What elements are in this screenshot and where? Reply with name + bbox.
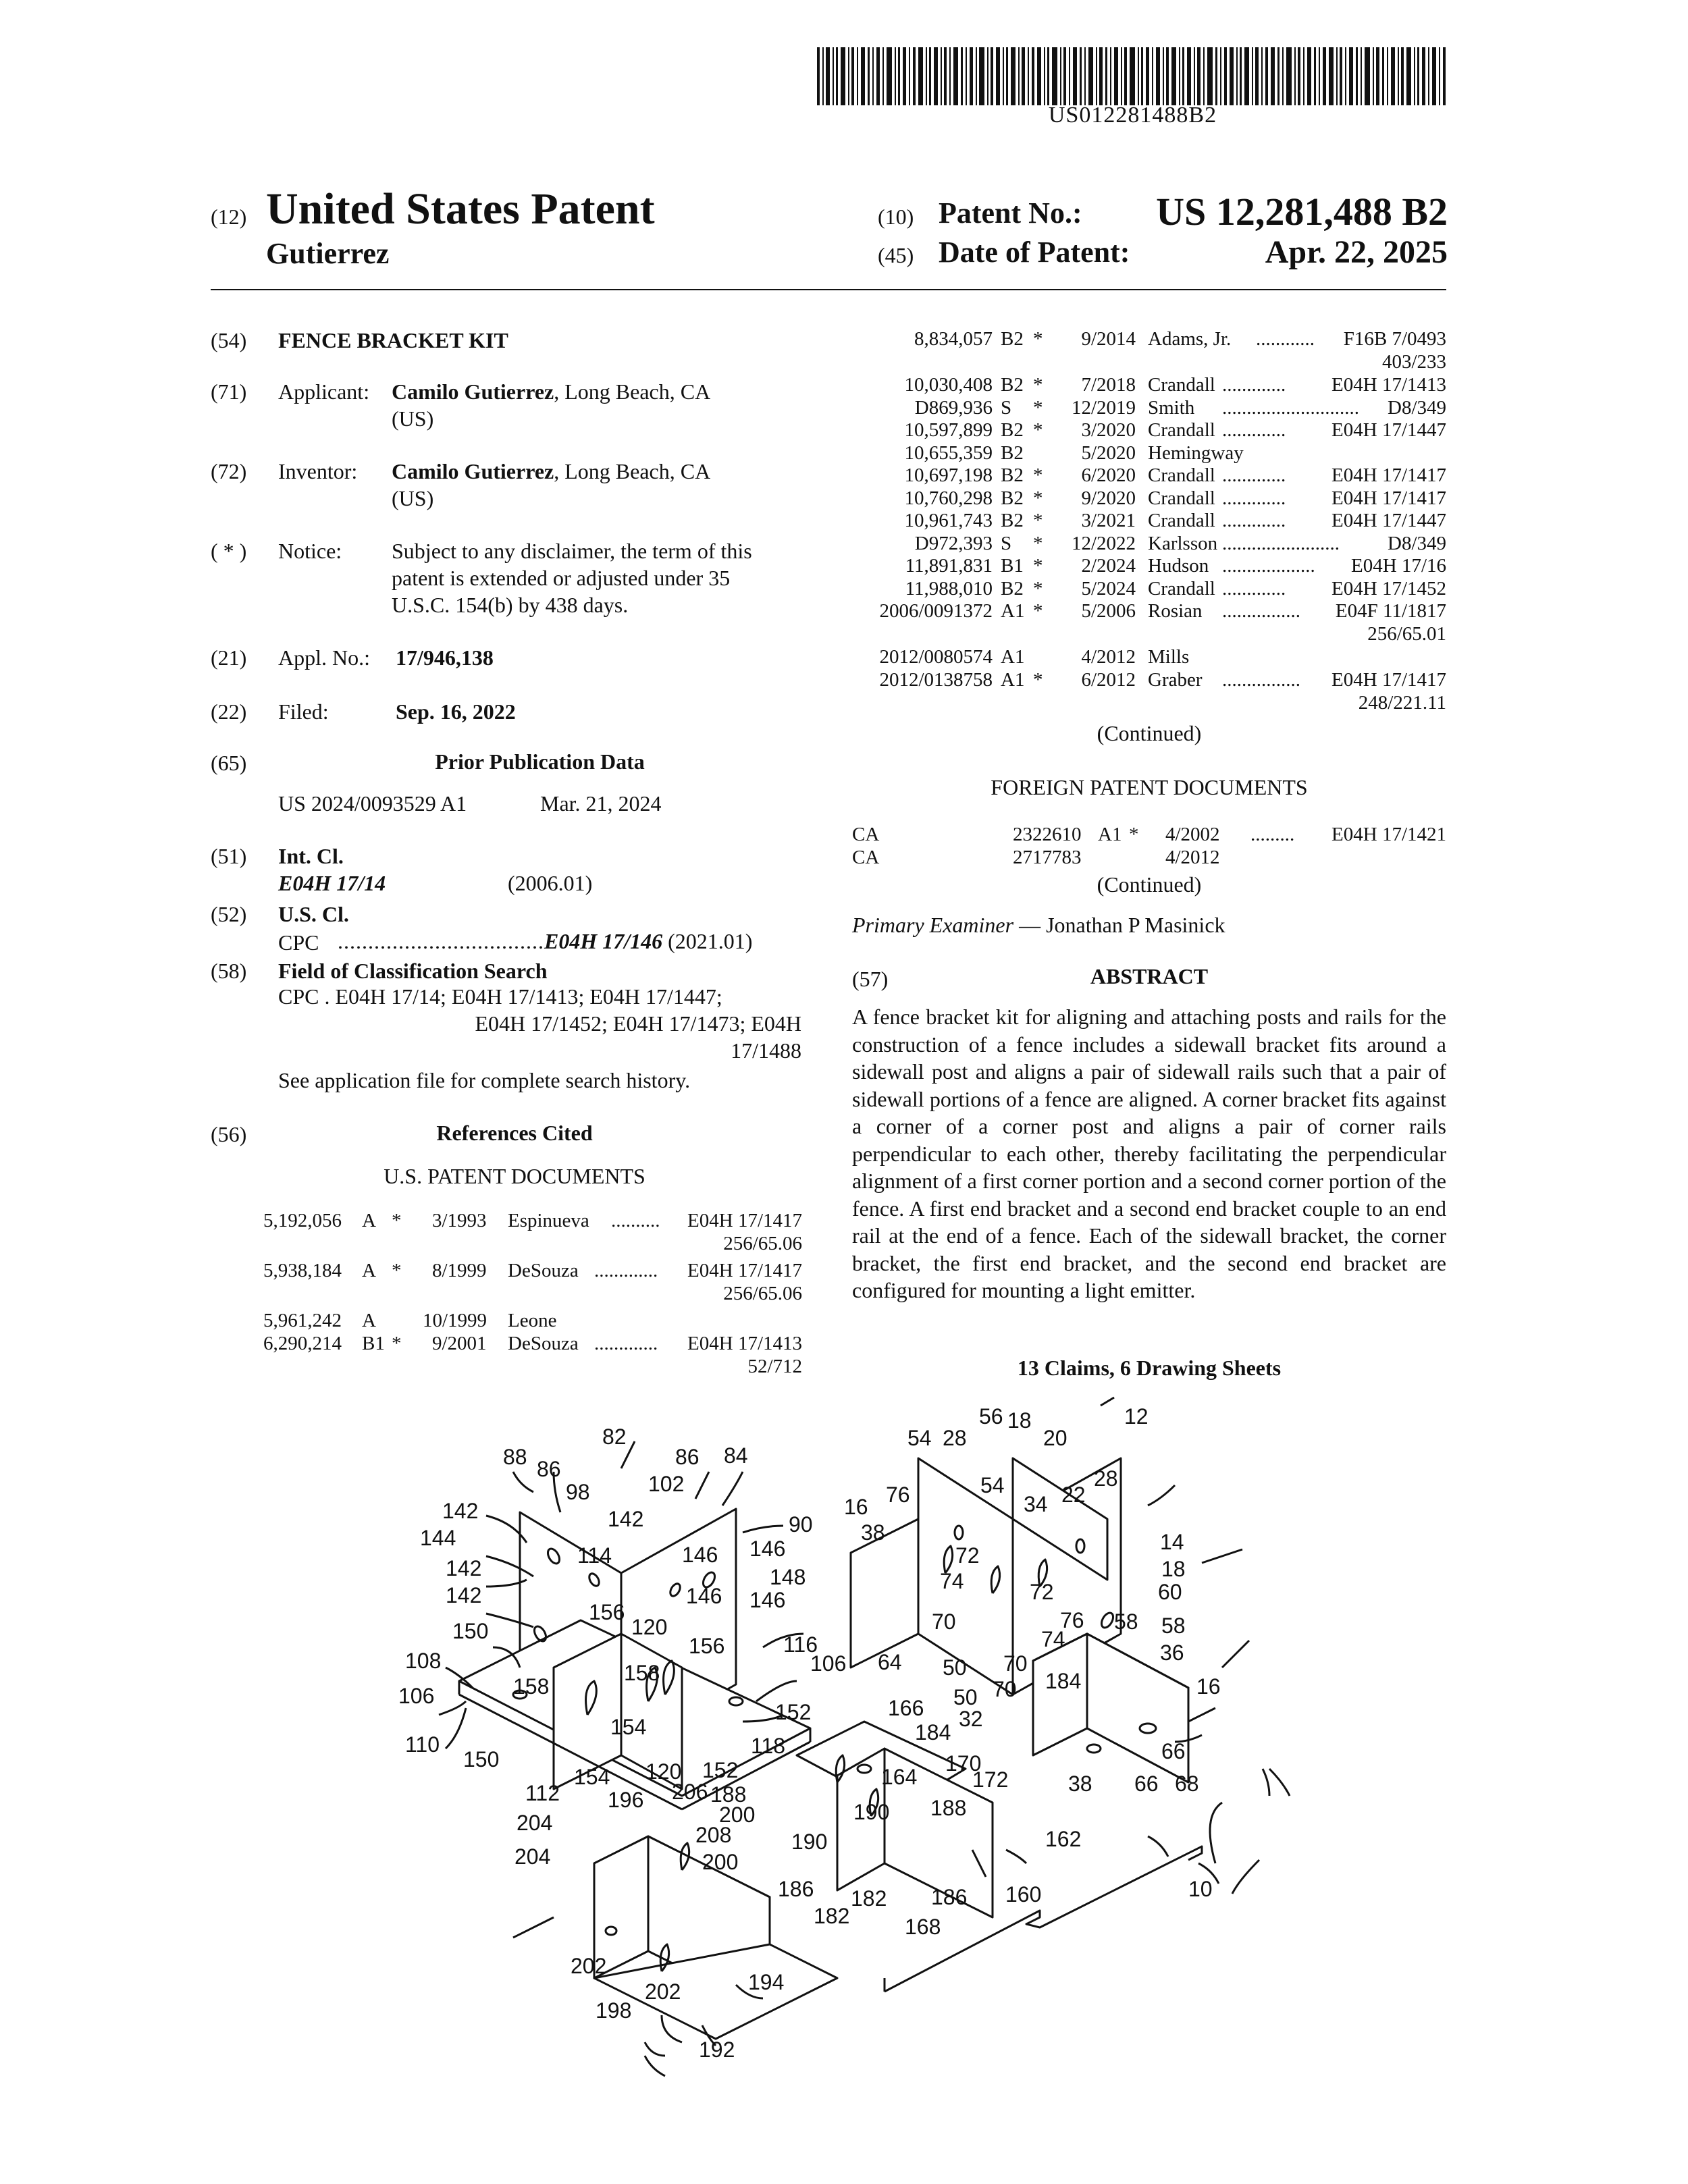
us-cl-value: E04H 17/146 (2021.01) [544,929,753,953]
right-ref-class: D8/349 [1388,396,1446,419]
reference-numeral: 20 [1043,1426,1067,1450]
reference-numeral: 184 [915,1720,951,1744]
right-ref-class: D8/349 [1388,532,1446,554]
field-54-code: (54) [211,328,247,352]
ref-name: Espinueva [508,1210,589,1231]
reference-numeral: 148 [770,1565,806,1589]
reference-numeral: 208 [695,1823,732,1847]
reference-numeral: 200 [719,1803,756,1827]
field-search-line-2: E04H 17/1452; E04H 17/1473; E04H [475,1011,801,1036]
reference-numeral: 32 [959,1707,983,1731]
field-65-code: (65) [211,751,247,775]
field-code-10: (10) [878,205,914,229]
reference-numeral: 70 [1003,1651,1028,1676]
ref-name: Leone [508,1310,557,1331]
right-ref-number: 10,597,899 [904,419,993,441]
right-ref-date: 6/2012 [1081,668,1136,691]
ref-kind: A [362,1260,376,1281]
reference-numeral: 164 [881,1765,918,1789]
ref-number: 5,192,056 [263,1210,342,1231]
ref-star: * [392,1333,402,1354]
notice-label: Notice: [278,539,342,563]
reference-numeral: 158 [513,1674,550,1699]
reference-numeral: 146 [682,1543,718,1567]
reference-numeral: 146 [686,1584,722,1608]
reference-numeral: 110 [405,1732,440,1757]
right-ref-kind: B2 [1001,487,1024,509]
right-ref-dots: ............. [1222,487,1286,509]
applicant-country: (US) [392,406,434,431]
right-ref-kind: A1 [1001,600,1025,622]
ref-class: E04H 17/1417 [687,1260,802,1281]
date-label: Date of Patent: [939,236,1130,269]
reference-numeral: 74 [1041,1627,1065,1651]
reference-numeral: 58 [1161,1614,1186,1638]
prior-pub-heading: Prior Publication Data [435,749,645,774]
reference-numeral: 38 [861,1520,885,1545]
ref-date: 3/1993 [432,1210,487,1231]
right-ref-number: 2006/0091372 [879,600,993,622]
right-ref-class: F16B 7/0493 [1343,328,1446,350]
reference-numeral: 152 [775,1700,812,1724]
ref-name: DeSouza [508,1260,579,1281]
right-ref-name: Crandall [1148,510,1215,531]
inventor-label: Inventor: [278,459,358,483]
int-cl-code: E04H 17/14 [278,871,386,895]
right-ref-class: E04H 17/1447 [1331,419,1446,441]
reference-numeral: 190 [853,1800,890,1824]
inventor-surname: Gutierrez [266,237,390,270]
abstract-heading: ABSTRACT [1090,964,1209,988]
abstract-code: (57) [852,967,889,991]
right-ref-name: Crandall [1148,419,1215,441]
reference-numeral: 16 [844,1495,868,1519]
right-ref-number: D972,393 [914,532,993,554]
patent-date: Apr. 22, 2025 [1265,234,1448,270]
right-ref-name: Hemingway [1148,442,1244,464]
right-ref-number: 11,988,010 [905,577,993,600]
reference-numeral: 116 [783,1632,818,1657]
foreign-kind: A1 [1098,824,1122,845]
reference-numeral: 150 [463,1747,500,1772]
right-ref-class: E04H 17/1413 [1331,374,1446,396]
right-ref-kind: B2 [1001,510,1024,531]
ref-kind: B1 [362,1333,385,1354]
appl-no: 17/946,138 [396,645,494,670]
right-ref-kind: B2 [1001,442,1024,464]
reference-numeral: 154 [610,1715,647,1739]
right-ref-date: 7/2018 [1081,374,1136,396]
right-ref-dots: ............. [1222,464,1286,486]
foreign-date: 4/2012 [1165,847,1220,868]
right-ref-name: Graber [1148,668,1203,691]
right-ref-name: Crandall [1148,577,1215,600]
reference-numeral: 74 [940,1569,964,1593]
publication-number: US012281488B2 [1048,103,1217,128]
right-ref-dots: ........................ [1222,532,1340,554]
reference-numeral: 142 [442,1499,479,1523]
reference-numeral: 154 [574,1765,610,1789]
reference-numeral: 18 [1007,1408,1032,1433]
inventor-country: (US) [392,486,434,510]
right-ref-date: 2/2024 [1081,555,1136,577]
reference-numeral: 194 [748,1970,785,1994]
ref-date: 10/1999 [423,1310,487,1331]
reference-numeral: 10 [1188,1877,1213,1901]
reference-numeral: 58 [1114,1609,1138,1634]
foreign-number: 2322610 [1013,824,1082,845]
reference-numeral: 152 [702,1758,739,1782]
reference-numeral: 22 [1061,1483,1086,1507]
right-ref-name: Rosian [1148,600,1203,622]
reference-numeral: 192 [699,2037,735,2062]
ref-name: DeSouza [508,1333,579,1354]
right-ref-star: * [1033,600,1043,622]
right-ref-star: * [1033,510,1043,531]
notice-code: ( * ) [211,539,247,563]
right-ref-dots: ............. [1222,577,1286,600]
reference-numeral: 172 [972,1767,1009,1792]
right-ref-star: * [1033,374,1043,396]
right-ref-number: 10,030,408 [904,374,993,396]
foreign-date: 4/2002 [1165,824,1220,845]
right-ref-class: E04H 17/1417 [1331,668,1446,691]
right-ref-number: 8,834,057 [914,328,993,350]
right-ref-star: * [1033,328,1043,350]
primary-examiner: Primary Examiner — Jonathan P Masinick [852,913,1225,937]
us-cl-dots: .................................. [338,929,544,953]
reference-numeral: 204 [515,1844,551,1869]
patent-number-label: Patent No.: [939,196,1082,230]
reference-numeral: 86 [537,1457,561,1481]
reference-numeral: 34 [1024,1492,1048,1516]
ref-dots: .......... [611,1210,660,1231]
abstract-text: A fence bracket kit for aligning and attaching posts and rails for the construction of a fence includes a sidewall bracket fits around a sidewall post and aligns a pair of sidewall rails such that a pair of sidewall portions of a fence are aligned. A corner bracket fits against a corner of a corner post and aligns a pair of corner rails perpendicular to each other, thereby facilitating the perpendicular alignment of a first corner portion and a second corner portion of the fence. A first end bracket and a second end bracket couple to an end rail at the end of a fence. Each of the sidewall bracket, the corner bracket, the first end bracket, and the second end bracket are configured for mounting a light emitter. [852,1005,1446,1302]
reference-numeral: 186 [778,1877,814,1901]
ref-class-2: 52/712 [747,1356,802,1377]
patent-number: US 12,281,488 B2 [1156,190,1448,234]
int-cl-year: (2006.01) [508,871,593,895]
reference-numeral: 106 [810,1651,847,1676]
right-ref-kind: B2 [1001,577,1024,600]
right-ref-date: 9/2020 [1081,487,1136,509]
right-ref-kind: B2 [1001,328,1024,350]
right-ref-date: 12/2022 [1071,532,1136,554]
right-ref-star: * [1033,464,1043,486]
right-ref-dots: ............ [1256,328,1315,350]
field-58-code: (58) [211,959,247,983]
notice-line-3: U.S.C. 154(b) by 438 days. [392,593,629,617]
appl-no-label: Appl. No.: [278,645,370,670]
reference-numeral: 182 [851,1886,887,1911]
right-ref-dots: ................... [1222,555,1315,577]
reference-numeral: 186 [931,1885,968,1909]
reference-numeral: 160 [1005,1882,1042,1907]
ref-number: 5,961,242 [263,1310,342,1331]
ref-number: 6,290,214 [263,1333,342,1354]
reference-numeral: 156 [689,1634,725,1658]
right-ref-class-2: 248/221.11 [1358,691,1446,714]
reference-numeral: 102 [648,1472,685,1496]
right-ref-star: * [1033,419,1043,441]
right-ref-class: E04H 17/1452 [1331,577,1446,600]
right-ref-kind: S [1001,396,1012,419]
reference-numeral: 56 [979,1404,1003,1429]
right-ref-star: * [1033,668,1043,691]
foreign-country: CA [852,824,880,845]
foreign-dots: ......... [1250,824,1295,845]
reference-numeral: 120 [631,1615,668,1639]
foreign-star: * [1129,824,1139,845]
ref-dots: ............. [594,1333,658,1354]
applicant-label: Applicant: [278,379,370,404]
foreign-docs-heading: FOREIGN PATENT DOCUMENTS [991,775,1308,799]
notice-line-2: patent is extended or adjusted under 35 [392,566,731,590]
reference-numeral: 108 [405,1649,442,1673]
right-ref-kind: A1 [1001,646,1025,668]
field-52-code: (52) [211,902,247,926]
notice-line-1: Subject to any disclaimer, the term of this [392,539,752,563]
ref-star: * [392,1210,402,1231]
right-ref-name: Karlsson [1148,532,1218,554]
invention-title: FENCE BRACKET KIT [278,328,508,352]
right-ref-number: 10,697,198 [904,464,993,486]
right-ref-date: 6/2020 [1081,464,1136,486]
filed-label: Filed: [278,699,329,724]
reference-numeral: 162 [1045,1827,1082,1851]
field-56-code: (56) [211,1122,247,1146]
ref-class: E04H 17/1413 [687,1333,802,1354]
reference-numeral: 120 [645,1759,682,1784]
right-ref-class: E04F 11/1817 [1335,600,1446,622]
right-ref-name: Crandall [1148,487,1215,509]
right-ref-number: 10,655,359 [904,442,993,464]
reference-numeral: 184 [1045,1669,1082,1693]
reference-numeral: 182 [814,1904,850,1928]
right-ref-dots: ............................ [1222,396,1359,419]
right-ref-star: * [1033,577,1043,600]
int-cl-heading: Int. Cl. [278,844,344,868]
reference-numeral: 90 [789,1512,813,1537]
reference-numeral: 142 [446,1583,482,1607]
reference-numeral: 38 [1068,1772,1092,1796]
reference-numeral: 76 [886,1483,910,1507]
reference-numeral: 68 [1175,1772,1199,1796]
right-ref-name: Crandall [1148,464,1215,486]
references-heading: References Cited [436,1121,593,1145]
reference-numeral: 60 [1158,1580,1182,1604]
reference-numeral: 18 [1161,1557,1186,1581]
reference-numeral: 188 [930,1796,967,1820]
right-ref-kind: B2 [1001,419,1024,441]
reference-numeral: 36 [1160,1641,1184,1665]
right-ref-class: E04H 17/1447 [1331,510,1446,531]
ref-star: * [392,1260,402,1281]
right-ref-number: 2012/0080574 [879,646,993,668]
field-search-line-3: 17/1488 [731,1038,801,1063]
right-ref-number: 10,760,298 [904,487,993,509]
reference-numeral: 112 [525,1781,560,1805]
reference-numeral: 190 [791,1830,828,1854]
ref-class-2: 256/65.06 [723,1233,802,1254]
ref-class-2: 256/65.06 [723,1283,802,1304]
right-ref-date: 5/2020 [1081,442,1136,464]
right-ref-name: Hudson [1148,555,1209,577]
right-ref-dots: ............. [1222,374,1286,396]
right-ref-star: * [1033,396,1043,419]
right-ref-class: E04H 17/1417 [1331,487,1446,509]
field-71-code: (71) [211,379,247,404]
reference-numeral: 54 [980,1473,1005,1497]
right-ref-kind: A1 [1001,668,1025,691]
reference-numeral: 144 [420,1526,456,1550]
field-search-heading: Field of Classification Search [278,959,548,983]
reference-numeral: 50 [943,1655,967,1680]
reference-numeral: 106 [398,1684,435,1708]
right-ref-kind: S [1001,532,1012,554]
right-ref-name: Crandall [1148,374,1215,396]
prior-pub-date: Mar. 21, 2024 [540,791,662,816]
us-patent-docs-heading: U.S. PATENT DOCUMENTS [384,1164,645,1188]
claims-summary: 13 Claims, 6 Drawing Sheets [1017,1356,1282,1380]
reference-numeral: 72 [955,1543,980,1568]
ref-kind: A [362,1310,376,1331]
field-code-12: (12) [211,205,247,229]
reference-numeral: 168 [905,1915,941,1939]
reference-numeral: 66 [1134,1772,1159,1796]
right-ref-class: E04H 17/1417 [1331,464,1446,486]
field-22-code: (22) [211,699,247,724]
field-search-note: See application file for complete search history. [278,1068,691,1092]
reference-numeral: 206 [672,1780,708,1804]
reference-numeral: 82 [602,1424,627,1449]
right-ref-date: 5/2024 [1081,577,1136,600]
reference-numeral: 188 [710,1782,747,1807]
reference-numeral: 156 [589,1600,625,1624]
us-cl-cpc-label: CPC [278,930,319,955]
right-ref-date: 9/2014 [1081,328,1136,350]
reference-numeral: 66 [1161,1739,1186,1763]
field-72-code: (72) [211,459,247,483]
right-ref-kind: B2 [1001,374,1024,396]
filed-date: Sep. 16, 2022 [396,699,516,724]
right-ref-name: Mills [1148,646,1190,668]
reference-numeral: 166 [888,1696,924,1720]
reference-numeral: 118 [751,1734,786,1758]
reference-numeral: 28 [1094,1466,1118,1491]
continued-1: (Continued) [1097,721,1202,745]
right-ref-name: Smith [1148,396,1195,419]
reference-numeral: 98 [566,1480,590,1504]
right-ref-number: 10,961,743 [904,510,993,531]
foreign-number: 2717783 [1013,847,1082,868]
reference-numeral: 84 [724,1443,748,1468]
right-ref-dots: ................ [1222,668,1300,691]
reference-numeral: 204 [517,1811,553,1835]
right-ref-date: 3/2020 [1081,419,1136,441]
reference-numeral: 202 [645,1979,681,2004]
right-ref-dots: ................ [1222,600,1300,622]
reference-numeral: 72 [1030,1580,1054,1604]
reference-numeral: 16 [1196,1674,1221,1699]
field-code-45: (45) [878,243,914,267]
right-ref-dots: ............. [1222,419,1286,441]
reference-numeral: 12 [1124,1404,1149,1429]
right-ref-date: 4/2012 [1081,646,1136,668]
applicant: Camilo Gutierrez, Long Beach, CA [392,379,711,404]
reference-numeral: 14 [1160,1530,1184,1554]
right-ref-dots: ............. [1222,510,1286,531]
reference-numeral: 76 [1060,1608,1084,1632]
reference-numeral: 86 [675,1445,700,1469]
reference-numeral: 142 [608,1507,644,1531]
reference-numeral: 158 [624,1661,660,1685]
ref-number: 5,938,184 [263,1260,342,1281]
prior-pub-number: US 2024/0093529 A1 [278,791,467,816]
reference-numeral: 70 [932,1609,956,1634]
ref-kind: A [362,1210,376,1231]
reference-numeral: 88 [503,1445,527,1469]
right-ref-date: 5/2006 [1081,600,1136,622]
reference-numeral: 200 [702,1850,739,1874]
us-cl-heading: U.S. Cl. [278,902,349,926]
reference-numeral: 198 [596,1998,632,2023]
ref-date: 8/1999 [432,1260,487,1281]
reference-numeral: 146 [749,1588,786,1612]
right-ref-name: Adams, Jr. [1148,328,1232,350]
reference-numeral: 142 [446,1556,482,1580]
right-ref-date: 12/2019 [1071,396,1136,419]
right-ref-number: D869,936 [914,396,993,419]
reference-numeral: 50 [953,1685,978,1709]
inventor: Camilo Gutierrez, Long Beach, CA [392,459,711,483]
right-ref-kind: B2 [1001,464,1024,486]
reference-numeral: 146 [749,1537,786,1561]
foreign-country: CA [852,847,880,868]
right-ref-class: E04H 17/16 [1351,555,1446,577]
ref-class: E04H 17/1417 [687,1210,802,1231]
reference-numeral: 64 [878,1650,902,1674]
field-21-code: (21) [211,645,247,670]
right-ref-class-2: 403/233 [1381,351,1446,373]
foreign-class: E04H 17/1421 [1331,824,1446,845]
reference-numeral: 196 [608,1788,644,1812]
reference-numeral: 202 [571,1954,607,1978]
reference-numeral: 54 [907,1426,932,1450]
reference-numeral: 70 [993,1677,1017,1701]
field-search-line-1: CPC . E04H 17/14; E04H 17/1413; E04H 17/1447; [278,984,722,1009]
field-51-code: (51) [211,844,247,868]
right-ref-number: 2012/0138758 [879,668,993,691]
reference-numeral: 150 [452,1619,489,1643]
document-title: United States Patent [266,184,655,234]
right-ref-number: 11,891,831 [905,555,993,577]
right-ref-star: * [1033,487,1043,509]
ref-dots: ............. [594,1260,658,1281]
continued-2: (Continued) [1097,872,1202,897]
reference-numeral: 114 [577,1543,612,1568]
right-ref-star: * [1033,555,1043,577]
ref-date: 9/2001 [432,1333,487,1354]
reference-numeral: 28 [943,1426,967,1450]
reference-numeral: 170 [945,1751,982,1776]
right-ref-kind: B1 [1001,555,1024,577]
right-ref-date: 3/2021 [1081,510,1136,531]
right-ref-class-2: 256/65.01 [1367,623,1446,645]
right-ref-star: * [1033,532,1043,554]
